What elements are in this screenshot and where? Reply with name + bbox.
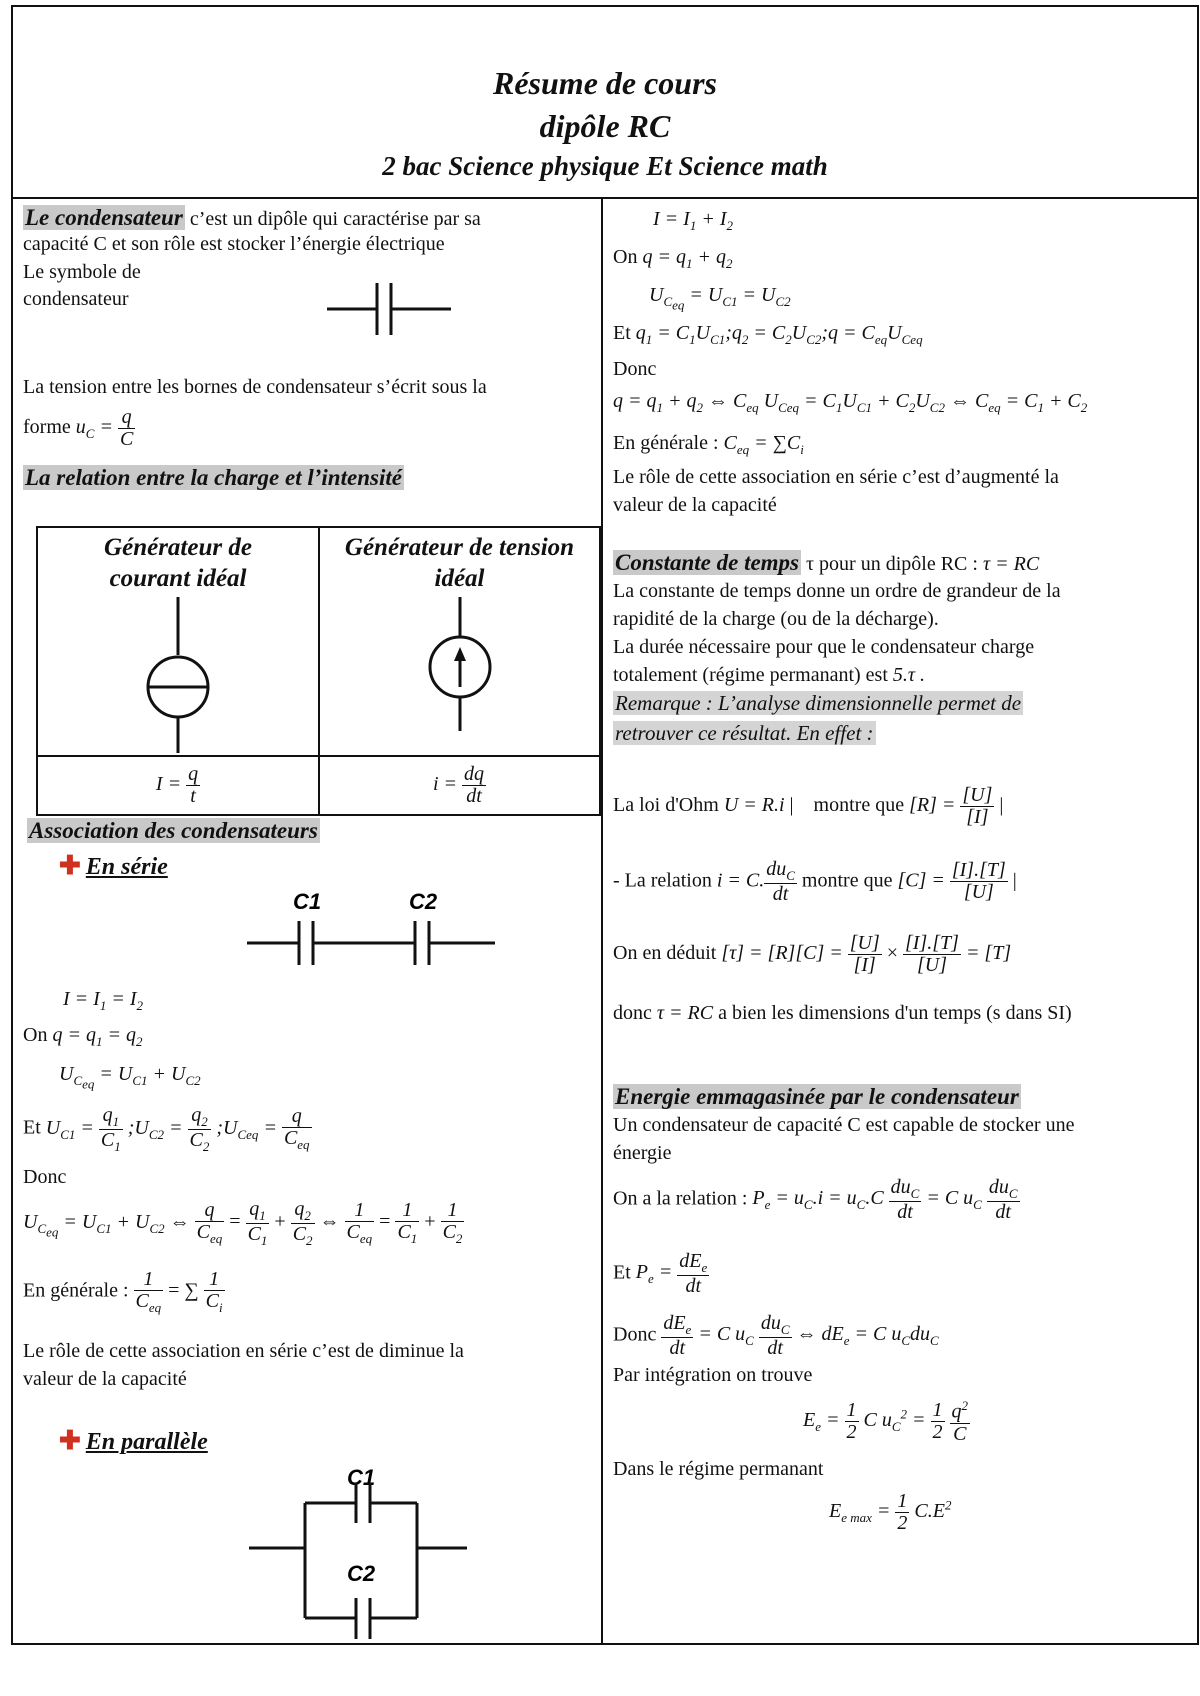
cond-intro bbox=[23, 204, 481, 232]
power-relation-row: On a la relation : $P_e = u_C.i = u_C.C$ $\frac{du_C}{dt}$ = C $u_C$ $\frac{du_C}{dt}$ bbox=[613, 1176, 1018, 1223]
on-label: On bbox=[613, 246, 638, 268]
tau-line-4: totalement (régime permanant) est bbox=[613, 664, 888, 686]
header bbox=[13, 7, 1197, 199]
current-source-symbol bbox=[128, 595, 228, 755]
donc-label: Donc bbox=[613, 1323, 657, 1346]
voltage-source-symbol bbox=[410, 595, 510, 735]
serie-current-eq: $I = I_1 = I_2$ bbox=[63, 988, 143, 1013]
para-general: En générale : $C_{eq} = \sum C_i$ bbox=[613, 432, 804, 457]
title-line-1: Résume de cours bbox=[493, 65, 717, 101]
serie-voltage-eq: $U_{C_{eq}} = U_{C1} + U_{C2}$ bbox=[59, 1063, 201, 1092]
tau-heading: Constante de temps τ pour un dipôle RC : τ = RC bbox=[615, 550, 1040, 575]
capacitor-symbol bbox=[325, 277, 453, 341]
tau-dimension-text: a bien les dimensions d'un temps (s dans SI) bbox=[718, 1002, 1072, 1024]
energy-max-formula: $E_{e max}$ = $\frac{1}{2}$ $C.E^2$ bbox=[829, 1490, 952, 1534]
cond-text-2: capacité C et son rôle est stocker l’énergie électrique bbox=[23, 233, 445, 255]
tau-dimension-row: donc τ = RC a bien les dimensions d'un temps (s dans SI) bbox=[613, 1002, 1072, 1024]
et-label: Et bbox=[613, 322, 631, 344]
serie-title: En série bbox=[85, 854, 168, 880]
para-et-eq: Et $q_1$ = $C_1U_{C1};q_2$ = $C_2U_{C2};q = C_{eq}U_{Ceq}$ bbox=[613, 322, 923, 347]
ohm-label: La loi d'Ohm bbox=[613, 794, 719, 817]
tau-line-4-row: totalement (régime permanant) est 5.τ . bbox=[613, 664, 926, 686]
energie-line-2: énergie bbox=[613, 1142, 672, 1164]
relation-label: - La relation bbox=[613, 869, 712, 892]
para-role-2: valeur de la capacité bbox=[613, 494, 777, 516]
cond-text-1: c’est un dipôle qui caractérise par sa bbox=[184, 208, 481, 230]
para-voltage-eq: $U_{C_{eq}} = U_{C1} = U_{C2}$ bbox=[649, 284, 791, 313]
integration-text: Par intégration on trouve bbox=[613, 1364, 813, 1386]
relation-title-row bbox=[23, 464, 404, 492]
deduit-label: On en déduit bbox=[613, 942, 717, 965]
remarque-line-1: Remarque : L’analyse dimensionnelle permet de bbox=[615, 691, 1022, 715]
gen-tension-label: Générateur de tension idéal bbox=[344, 534, 575, 593]
en-generale-label: En générale : bbox=[613, 432, 719, 454]
series-circuit bbox=[243, 887, 503, 977]
regime-text: Dans le régime permanant bbox=[613, 1458, 824, 1480]
parallel-circuit bbox=[245, 1463, 485, 1643]
ohm-row: La loi d'Ohm U = R.i | montre que [R] = $\frac{[U]}{[I]}$ | bbox=[613, 784, 1004, 828]
serie-derivation: $U_{C_{eq}} = U_{C1} + U_{C2}$ ⇔ $\frac{q}{C_{eq}}$ = $\frac{q_1}{C_1}$ + $\frac{q_2}{C_2}$ ⇔ $\frac{1}{C_{eq}}$ = $\frac{1}{C_1}$ + $\frac{1}{C_2}$ bbox=[23, 1198, 463, 1248]
remarque-line-2: retrouver ce résultat. En effet : bbox=[615, 721, 874, 745]
para-current-eq: $I = I_1 + I_2$ bbox=[653, 208, 733, 233]
para-title: En parallèle bbox=[85, 1429, 208, 1455]
montre-que-label: montre que bbox=[801, 869, 893, 892]
energy-formula: $E_e$ = $\frac{1}{2}$ C $u_C^2$ = $\frac{1}{2}$ $\frac{q^2}{C}$ bbox=[803, 1398, 969, 1445]
et-p-row: Et $P_e$ = $\frac{dE_e}{dt}$ bbox=[613, 1250, 708, 1297]
serie-role-1: Le rôle de cette association en série c’est de diminue la bbox=[23, 1340, 464, 1362]
section-tau-title: Constante de temps bbox=[615, 550, 800, 575]
para-heading bbox=[59, 1425, 208, 1457]
energie-heading bbox=[613, 1083, 1021, 1111]
para-donc: Donc bbox=[613, 358, 657, 380]
serie-donc: Donc bbox=[23, 1166, 67, 1188]
section-condensateur-title: Le condensateur bbox=[25, 205, 183, 230]
symbol-label-1: Le symbole de bbox=[23, 261, 141, 283]
gen-courant-cell bbox=[37, 527, 319, 756]
tau-line-1: La constante de temps donne un ordre de grandeur de la bbox=[613, 580, 1061, 602]
formula-i-dq-dt: i = $\frac{dq}{dt}$ bbox=[319, 756, 600, 816]
formula-i-q-t: I = $\frac{q}{t}$ bbox=[37, 756, 319, 816]
c1-label: C1 bbox=[347, 1465, 376, 1490]
relation-row: - La relation i = C. $\frac{du_C}{dt}$ montre que [C] = $\frac{[I].[T]}{[U]}$ | bbox=[613, 858, 1017, 905]
generator-table bbox=[36, 526, 601, 816]
serie-heading bbox=[59, 850, 168, 882]
gen-tension-cell bbox=[319, 527, 600, 756]
et-label: Et bbox=[23, 1116, 41, 1139]
deduit-row: On en déduit [τ] = [R][C] = $\frac{[U]}{[I]}$ × $\frac{[I].[T]}{[U]}$ = [T] bbox=[613, 932, 1012, 976]
gen-courant-label: Générateur de courant idéal bbox=[104, 534, 252, 593]
c1-label: C1 bbox=[293, 889, 322, 914]
serie-et-eq: Et $U_{C1}$ = $\frac{q_1}{C_1}$ $;U_{C2}$ = $\frac{q_2}{C_2}$ $;U_{Ceq}$ = $\frac{q}{C_{eq}}$ bbox=[23, 1104, 310, 1154]
column-divider bbox=[601, 199, 603, 1645]
en-generale-label: En générale : bbox=[23, 1279, 129, 1302]
title-line-3: 2 bac Science physique Et Science math bbox=[382, 151, 828, 181]
symbol-label-2: condensateur bbox=[23, 288, 129, 310]
relation-p-label: On a la relation : bbox=[613, 1187, 748, 1210]
serie-general: En générale : $\frac{1}{C_{eq}}$ = ∑ $\frac{1}{C_i}$ bbox=[23, 1268, 223, 1315]
section-energie-title: Energie emmagasinée par le condensateur bbox=[615, 1084, 1019, 1109]
forme-label: forme bbox=[23, 416, 71, 439]
section-relation-title: La relation entre la charge et l’intensité bbox=[25, 465, 402, 490]
on-label: On bbox=[23, 1024, 48, 1046]
tension-formula: forme $u_C$ = $\frac{q}{C}$ bbox=[23, 406, 134, 450]
donc-e-row: Donc $\frac{dE_e}{dt}$ = C $u_C$ $\frac{du_C}{dt}$ ⇔ $dE_e = C$ $u_Cdu_C$ bbox=[613, 1312, 939, 1359]
tau-text: τ pour un dipôle RC : bbox=[806, 553, 978, 575]
tension-text: La tension entre les bornes de condensateur s’écrit sous la bbox=[23, 376, 487, 398]
serie-charge-eq: On $q = q_1 = q_2$ bbox=[23, 1024, 143, 1049]
tau-line-3: La durée nécessaire pour que le condensateur charge bbox=[613, 636, 1035, 658]
c2-label: C2 bbox=[409, 889, 438, 914]
section-association-title: Association des condensateurs bbox=[29, 818, 318, 843]
summary-sheet bbox=[11, 5, 1199, 1645]
para-derivation: $q = q_1 + q_2$ ⇔ $C_{eq}$ $U_{Ceq} = C_1U_{C1} + C_2U_{C2}$ ⇔ $C_{eq} = C_1 + C_2$ bbox=[613, 390, 1088, 415]
arrow-bullet-icon: ✚ bbox=[59, 851, 81, 880]
tau-line-2: rapidité de la charge (ou de la décharge). bbox=[613, 608, 939, 630]
donc-label: donc bbox=[613, 1002, 652, 1024]
montre-que-label: montre que bbox=[813, 794, 905, 817]
para-charge-eq: On $q = q_1 + q_2$ bbox=[613, 246, 733, 271]
title-line-2: dipôle RC bbox=[539, 108, 671, 144]
et-label: Et bbox=[613, 1261, 631, 1284]
para-role-1: Le rôle de cette association en série c’est d’augmenté la bbox=[613, 466, 1059, 488]
arrow-bullet-icon: ✚ bbox=[59, 1426, 81, 1455]
remarque-row-2 bbox=[613, 721, 876, 746]
assoc-title-row bbox=[27, 817, 320, 845]
remarque-row-1 bbox=[613, 691, 1023, 716]
serie-role-2: valeur de la capacité bbox=[23, 1368, 187, 1390]
energie-line-1: Un condensateur de capacité C est capable de stocker une bbox=[613, 1114, 1075, 1136]
c2-label: C2 bbox=[347, 1561, 376, 1586]
